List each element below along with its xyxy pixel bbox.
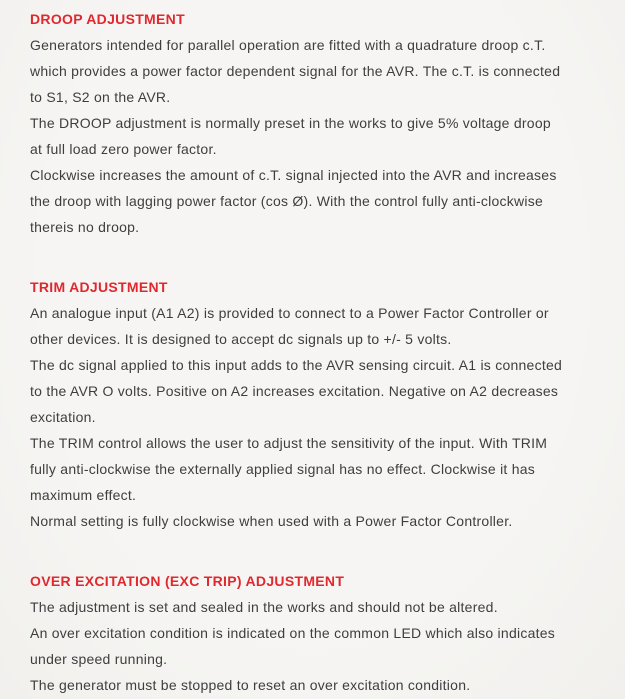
text-line: under speed running. xyxy=(30,651,168,667)
text-line: Generators intended for parallel operation are fitted with a quadrature droop c.T. xyxy=(30,37,546,53)
section-trim-adjustment xyxy=(30,274,611,534)
text-line: fully anti-clockwise the externally applied signal has no effect. Clockwise it has xyxy=(30,461,536,477)
section-heading: DROOP ADJUSTMENT xyxy=(30,11,185,27)
text-line: The TRIM control allows the user to adjust the sensitivity of the input. With TRIM xyxy=(30,435,548,451)
text-line: which provides a power factor dependent signal for the AVR. The c.T. is connected xyxy=(30,63,561,79)
text-line: The DROOP adjustment is normally preset in the works to give 5% voltage droop xyxy=(30,115,551,131)
text-line: maximum effect. xyxy=(30,487,137,503)
text-line: Clockwise increases the amount of c.T. signal injected into the AVR and increases xyxy=(30,167,557,183)
section-heading: TRIM ADJUSTMENT xyxy=(30,279,168,295)
text-line: An analogue input (A1 A2) is provided to connect to a Power Factor Controller or xyxy=(30,305,549,321)
text-line: Normal setting is fully clockwise when used with a Power Factor Controller. xyxy=(30,513,513,529)
text-line: the droop with lagging power factor (cos Ø). With the control fully anti-clockwise xyxy=(30,193,544,209)
text-line: other devices. It is designed to accept dc signals up to +/- 5 volts. xyxy=(30,331,452,347)
text-line: The dc signal applied to this input adds to the AVR sensing circuit. A1 is connected xyxy=(30,357,563,373)
section-droop-adjustment xyxy=(30,6,611,240)
text-line: The generator must be stopped to reset an over excitation condition. xyxy=(30,677,471,693)
section-heading: OVER EXCITATION (EXC TRIP) ADJUSTMENT xyxy=(30,573,345,589)
text-line: to S1, S2 on the AVR. xyxy=(30,89,171,105)
text-line: thereis no droop. xyxy=(30,219,140,235)
text-line: to the AVR O volts. Positive on A2 increases excitation. Negative on A2 decreases xyxy=(30,383,559,399)
section-over-excitation-adjustment xyxy=(30,568,611,698)
text-line: The adjustment is set and sealed in the works and should not be altered. xyxy=(30,599,498,615)
text-line: An over excitation condition is indicated on the common LED which also indicates xyxy=(30,625,556,641)
text-line: excitation. xyxy=(30,409,96,425)
text-line: at full load zero power factor. xyxy=(30,141,217,157)
